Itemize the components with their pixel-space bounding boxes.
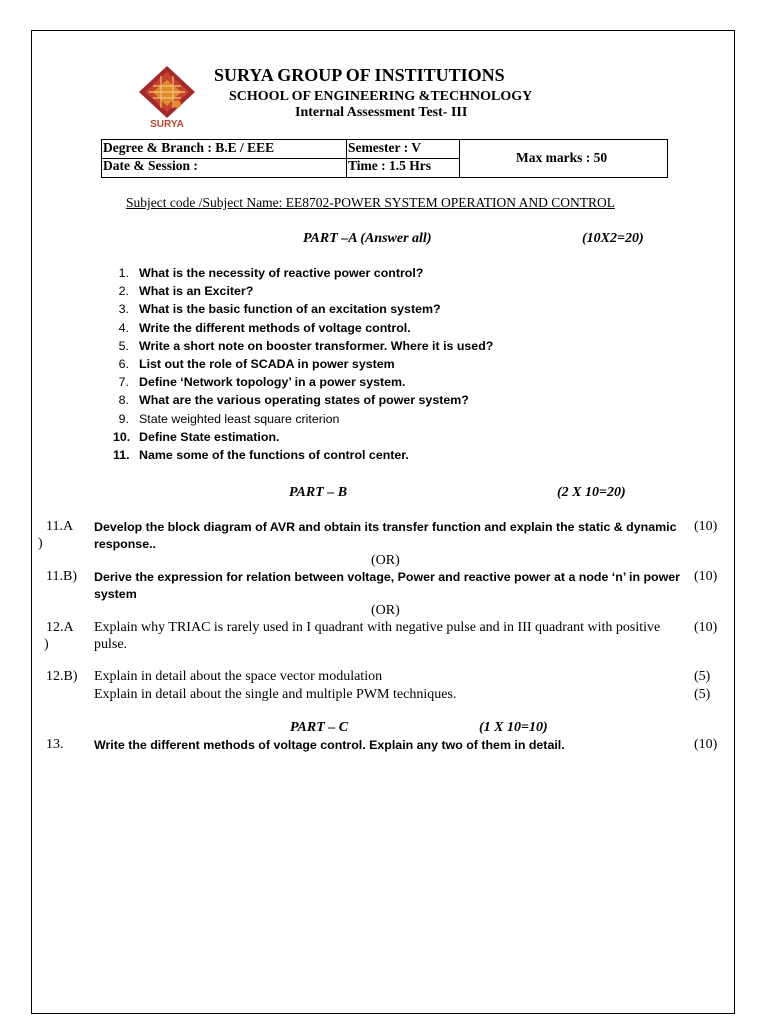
part-b-marks: (2 X 10=20) bbox=[557, 485, 626, 500]
part-a-title: PART –A (Answer all) bbox=[303, 231, 432, 246]
part-b-title: PART – B bbox=[289, 485, 348, 500]
school-name: SCHOOL OF ENGINEERING &TECHNOLOGY bbox=[229, 89, 533, 104]
q12a-number: 12.A bbox=[46, 620, 74, 635]
max-marks: Max marks : 50 bbox=[516, 150, 608, 165]
exam-time: Time : 1.5 Hrs bbox=[348, 158, 431, 173]
q11a-number-tail: ) bbox=[38, 536, 43, 551]
q13-text: Write the different methods of voltage control. Explain any two of them in detail. bbox=[94, 738, 565, 752]
list-item: 11. Name some of the functions of control center. bbox=[113, 447, 409, 462]
institution-name: SURYA GROUP OF INSTITUTIONS bbox=[214, 65, 505, 85]
surya-logo bbox=[138, 66, 196, 130]
q11b-marks: (10) bbox=[694, 569, 718, 584]
q11a-text: Develop the block diagram of AVR and obtain its transfer function and explain the static & dynamic response.. bbox=[94, 520, 677, 551]
q13-number: 13. bbox=[46, 737, 64, 752]
logo-text: SURYA bbox=[150, 119, 184, 130]
q11a-number: 11.A bbox=[46, 519, 74, 534]
list-item: 9. State weighted least square criterion bbox=[118, 411, 340, 426]
q12a-marks: (10) bbox=[694, 620, 718, 635]
degree-branch: Degree & Branch : B.E / EEE bbox=[103, 140, 275, 155]
or-separator-2: (OR) bbox=[371, 603, 400, 618]
q12b-number: 12.B) bbox=[46, 669, 78, 684]
list-item: 8. What are the various operating states of power system? bbox=[118, 393, 469, 408]
list-item: 3. What is the basic function of an excitation system? bbox=[118, 302, 441, 317]
part-c-marks: (1 X 10=10) bbox=[479, 720, 548, 735]
list-item: 6. List out the role of SCADA in power system bbox=[118, 356, 395, 371]
q12a-text: Explain why TRIAC is rarely used in I quadrant with negative pulse and in III quadrant with positive pulse. bbox=[94, 620, 661, 652]
part-a-question-list bbox=[113, 266, 533, 466]
list-item: 2. What is an Exciter? bbox=[118, 284, 254, 299]
q12a-number-tail: ) bbox=[44, 637, 49, 652]
q11b-text: Derive the expression for relation between voltage, Power and reactive power at a node ‘n’ in power system bbox=[94, 570, 680, 601]
list-item: 4. Write the different methods of voltage control. bbox=[118, 320, 411, 335]
q12b-marks1: (5) bbox=[694, 669, 711, 684]
subject-line: Subject code /Subject Name: EE8702-POWER SYSTEM OPERATION AND CONTROL bbox=[126, 195, 615, 210]
or-separator-1: (OR) bbox=[371, 553, 400, 568]
list-item: 10. Define State estimation. bbox=[113, 429, 280, 444]
test-name: Internal Assessment Test- III bbox=[295, 105, 468, 120]
q12b-marks2: (5) bbox=[694, 687, 711, 702]
q11a-marks: (10) bbox=[694, 519, 718, 534]
q13-marks: (10) bbox=[694, 737, 718, 752]
semester: Semester : V bbox=[348, 140, 421, 155]
part-c-title: PART – C bbox=[290, 720, 349, 735]
part-a-marks: (10X2=20) bbox=[582, 231, 644, 246]
list-item: 1. What is the necessity of reactive power control? bbox=[118, 266, 424, 280]
exam-info-table bbox=[101, 139, 668, 178]
q11b-number: 11.B) bbox=[46, 569, 77, 584]
list-item: 5. Write a short note on booster transformer. Where it is used? bbox=[118, 338, 494, 353]
list-item: 7. Define ‘Network topology’ in a power system. bbox=[118, 375, 406, 390]
q12b-line1: Explain in detail about the space vector modulation bbox=[94, 669, 383, 684]
date-session: Date & Session : bbox=[103, 158, 198, 173]
q12b-line2: Explain in detail about the single and multiple PWM techniques. bbox=[94, 687, 457, 702]
